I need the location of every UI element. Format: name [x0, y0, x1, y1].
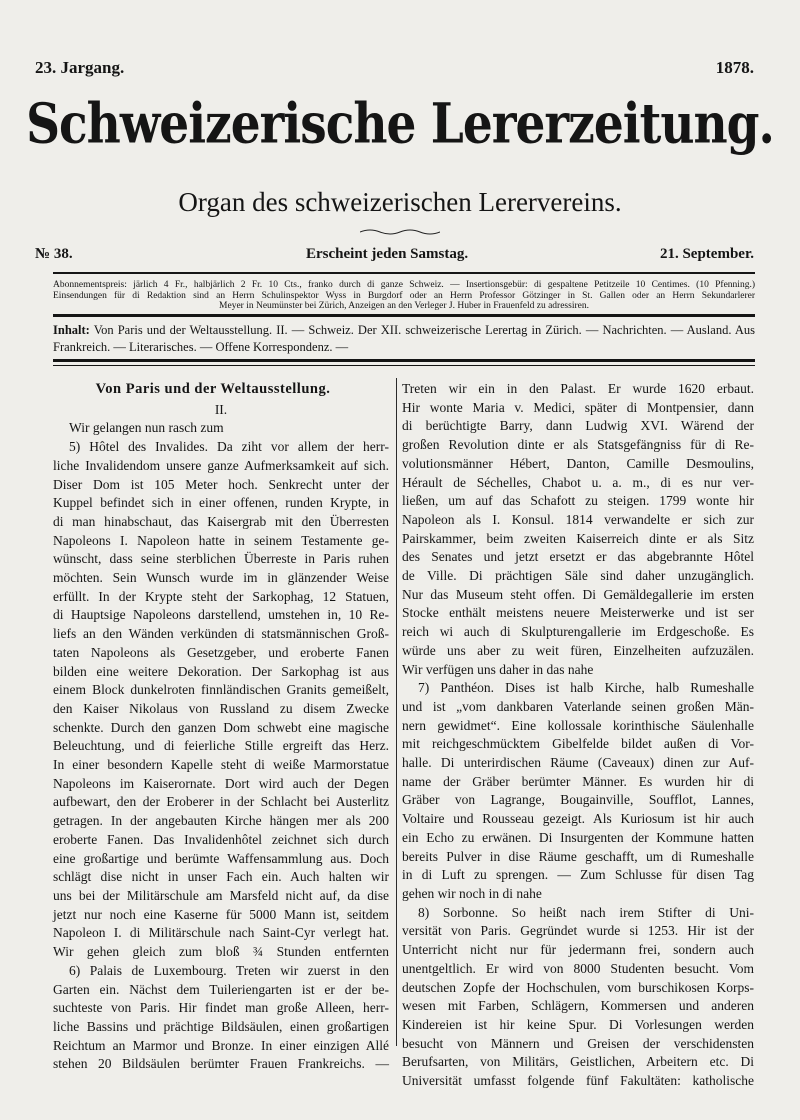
- issue-frequency: Erscheint jeden Samstag.: [306, 246, 469, 262]
- text-line: de Ville. Di prächtigen Säle sind daher unzugänglich.: [402, 568, 754, 584]
- contents-label: Inhalt:: [53, 323, 90, 337]
- text-line: getragen. In der angebauten Kirche hängen mer als 200: [53, 813, 389, 829]
- text-line: 6) Palais de Luxembourg. Treten wir zuerst in den: [69, 962, 389, 978]
- text-line: Beleuchtung, und di feierliche Stille ergreift das Herz.: [53, 738, 389, 754]
- text-line: eine großartige und berümte Waffensammlung aus. Doch: [53, 850, 389, 866]
- text-line: Nur das Museum steht offen. Di Gemäldegallerie im ersten: [402, 586, 754, 602]
- text-line: halle. Di unterirdischen Räume (Caveaux) dinen zur Auf-: [402, 755, 754, 771]
- article-part: II.: [214, 401, 228, 417]
- text-line: erfüllt. In der Krypte steht der Sarkophag, 12 Statuen,: [53, 588, 389, 604]
- text-line: di berüchtigte Barry, dann Ludwig XVI. Wärend der: [402, 418, 754, 434]
- contents-text: Von Paris und der Weltausstellung. II. — Schweiz. Der XII. schweizerische Lerertag in Zürich. — Nachrichten. — Ausland. Aus Frankreich. — Literarisches. — Offene Korrespondenz. —: [53, 323, 755, 354]
- text-line: liefs an den Wänden verkünden di statsmännischen Groß-: [53, 626, 389, 642]
- text-line: 8) Sorbonne. So heißt nach irem Stifter di Uni-: [418, 904, 754, 920]
- divider: [53, 359, 755, 362]
- text-line: di man hinabschaut, das Kaisergrab mit den Überresten: [53, 513, 389, 529]
- text-line: Hérault de Séchelles, Chabot u. a. m., di es nur ver-: [402, 474, 754, 490]
- text-line: schenkte. Durch den ganzen Dom schwebt eine magische: [53, 719, 389, 735]
- text-line: Stocke enthält meistens neuere Meisterwerke und ist ser: [402, 605, 754, 621]
- text-line: Pairskammer, beim zweiten Kaiserreich dinte er als Sitz: [402, 530, 754, 546]
- text-line: stehen 20 Bildsäulen berümter Frauen Frankreichs. —: [53, 1056, 389, 1072]
- text-line: Wir verfügen uns daher in das nahe: [402, 661, 594, 677]
- year-label: 1878.: [715, 58, 754, 77]
- text-line: nern gewidmet“. Eine kollossale korinthische Säulenhalle: [402, 717, 754, 733]
- text-line: In einer besondern Kapelle steht di weiße Marmorstatue: [53, 757, 389, 773]
- text-line: mit reichgeschmücktem Gibelfelde bildet außen di Vor-: [402, 736, 754, 752]
- text-line: wesen mit Farben, Schlägern, Kommersen und anderen: [402, 998, 754, 1014]
- text-line: Wir gehen gleich zum bloß ¾ Stunden entfernten: [53, 944, 389, 960]
- divider: [53, 314, 755, 317]
- text-line: großen Revolution dinte er als Statsgefängniss für di Re-: [402, 437, 754, 453]
- text-line: Napoleons I. Napoleon hatte in seinem Testamente ge-: [53, 532, 389, 548]
- text-line: volutionsmänner Hébert, Danton, Camille Desmoulins,: [402, 455, 754, 471]
- text-line: besucht von Männern und Greisen der verschidensten: [402, 1035, 754, 1051]
- text-line: Universität umfasst folgende fünf Fakultäten: katholische: [402, 1073, 754, 1089]
- text-line: einem Block dunkelroten finnländischen Granits gemeißelt,: [53, 682, 389, 698]
- issue-date: 21. September.: [659, 246, 754, 262]
- text-line: Garten ein. Nächst dem Tuileriengarten ist er der be-: [53, 981, 389, 997]
- text-line: und ist „vom dankbaren Vaterlande seinen großen Män-: [402, 698, 754, 714]
- text-line: würde uns aber zu weit füren, Einzelheiten aufzuzälen.: [402, 642, 754, 658]
- text-line: wünscht, dass seine sterblichen Überreste in Paris ruhen: [53, 551, 389, 567]
- divider: [53, 272, 755, 274]
- text-line: suchteste von Paris. Hir findet man große Alleen, herr-: [53, 1000, 389, 1016]
- text-line: Kuppel befindet sich in einer offenen, runden Krypte, in: [53, 495, 389, 511]
- fine-print-line: Einsendungen für di Redaktion sind an Herrn Schulinspektor Wyss in Burgdorf oder an Herrn Professor Götzinger in St. Gallen oder an Herrn Sekundarlerer: [53, 290, 755, 301]
- text-line: Treten wir ein in den Palast. Er wurde 1620 erbaut.: [402, 381, 754, 396]
- text-line: uns bei der Militärschule am Marsfeld nicht auf, da dise: [53, 887, 389, 903]
- fine-print-line: Abonnementspreis: järlich 4 Fr., halbjärlich 2 Fr. 10 Cts., franko durch di ganze Schweiz. — Insertionsgebür: di gespaltene Petitzeile 10 Centimes. (10 Pfenning.): [53, 280, 755, 290]
- text-line: ließen, um auf das Schafott zu steigen. 1799 wonte hir: [402, 493, 754, 509]
- issue-number: № 38.: [35, 246, 73, 262]
- article-column-left: [53, 380, 389, 1074]
- text-line: Napoleon als I. Konsul. 1814 verwandelte er sich zur: [402, 511, 754, 527]
- masthead-subtitle: Organ des schweizerischen Lerervereins.: [178, 187, 622, 217]
- text-line: aufbewart, den der Eroberer in der Schlacht bei Austerlitz: [53, 794, 389, 810]
- text-line: Voltaire und Rousseau gezeigt. Als Kuriosum ist hir auch: [402, 811, 754, 827]
- text-line: Kindereien ist hir keine Spur. Di Vorlesungen werden: [402, 1016, 754, 1032]
- article-column-right: [402, 380, 754, 1091]
- text-line: deutschen Zopfe der Hochschulen, vom burschikosen Korps-: [402, 979, 754, 995]
- text-line: Napoleons im Kaiserornate. Dort wird auch der Degen: [53, 775, 389, 791]
- text-line: eroberte Fanen. Das Invalidenhôtel zeichnet sich durch: [53, 831, 389, 847]
- text-line: möchten. Sein Wunsch wurde im in glänzender Weise: [53, 570, 389, 586]
- text-line: Diser Dom ist 105 Meter hoch. Senkrecht unter der: [53, 476, 389, 492]
- text-line: liche Bassins und prächtige Bildsäulen, einen großartigen: [53, 1018, 389, 1034]
- text-line: taten Napoleons als Gesetzgeber, und eroberte Fanen: [53, 644, 389, 660]
- article-title: Von Paris und der Weltausstellung.: [95, 381, 331, 397]
- text-line: liche Invalidendom unsere ganze Aufmerksamkeit auf sich.: [53, 457, 389, 473]
- text-line: versität von Paris. Gegründet wurde si 1253. Hir ist der: [402, 923, 754, 939]
- fine-print-line: Meyer in Neumünster bei Zürich, Anzeigen an den Verleger J. Huber in Frauenfeld zu adressiren.: [219, 301, 589, 311]
- text-line: di Hauptsige Napoleons darstellend, umstehen in, 10 Re-: [53, 607, 389, 623]
- text-line: Gräber von Lagrange, Bougainville, Soufflot, Lannes,: [402, 792, 754, 808]
- text-line: den Kaiser Nikolaus von Russland zu disem Zwecke: [53, 700, 389, 716]
- text-line: Hir wonte Maria v. Medici, später di Montpensier, dann: [402, 399, 754, 415]
- text-line: schlägt dise nicht in unser Fach ein. Auch halten wir: [53, 869, 389, 885]
- text-line: Wir gelangen nun rasch zum: [69, 420, 224, 436]
- text-line: des Senates und jetzt ersetzt er das abgebrannte Hôtel: [402, 549, 754, 565]
- subscription-info: [53, 280, 755, 312]
- text-line: 5) Hôtel des Invalides. Da ziht vor allem der herr-: [69, 439, 389, 455]
- text-line: jetzt nur noch eine Kaserne für 5000 Mann ist, seitdem: [53, 906, 389, 922]
- text-line: in di Luft zu sprengen. — Zum Schlusse für disen Tag: [402, 867, 754, 883]
- volume-label: 23. Jargang.: [35, 58, 125, 77]
- masthead-title: Schweizerische Lererzeitung.: [26, 92, 774, 157]
- text-line: name der Gräber berümter Männer. Es wurden hir di: [402, 773, 754, 789]
- text-line: Napoleon I. di Militärschule nach Saint-Cyr verlegt hat.: [53, 925, 389, 941]
- text-line: Berufsarten, von Militärs, Geistlichen, Arbeitern etc. Di: [402, 1054, 754, 1070]
- text-line: Reichtum an Marmor und Bronze. In einer einzigen Allé: [53, 1037, 389, 1053]
- text-line: unentgeltlich. Er wird von 8000 Studenten besucht. Vom: [402, 960, 754, 976]
- column-divider: [396, 378, 397, 1046]
- text-line: Unterricht nicht nur für jedermann frei, sondern auch: [402, 942, 754, 958]
- text-line: 7) Panthéon. Dises ist halb Kirche, halb Rumeshalle: [418, 680, 754, 696]
- text-line: reich wi auch di Skulpturengallerie im Erdgeschoße. Es: [402, 624, 754, 640]
- text-line: bereits Pulver in dise Räume geschafft, um di Rumeshalle: [402, 848, 754, 864]
- decorative-swash-icon: [360, 228, 440, 236]
- text-line: ein Echo zu erwänen. Di Insurgenten der Kommune hatten: [402, 829, 754, 845]
- divider: [53, 365, 755, 366]
- table-of-contents: [53, 322, 755, 356]
- text-line: bilden eine weitere Dekoration. Der Sarkophag ist aus: [53, 663, 389, 679]
- text-line: gehen wir noch in di nahe: [402, 885, 542, 901]
